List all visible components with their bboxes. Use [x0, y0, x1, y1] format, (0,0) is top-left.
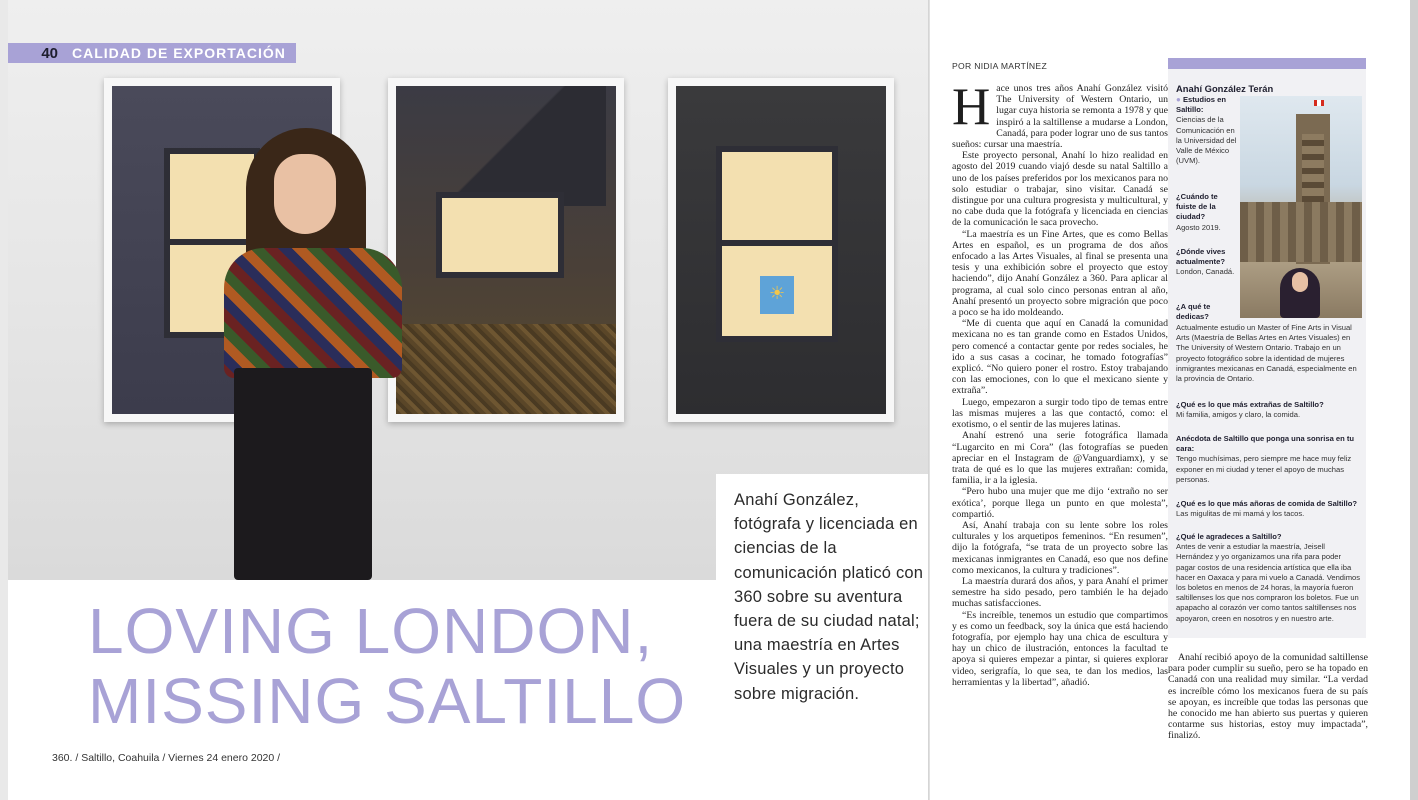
qa-food: ¿Qué es lo que más añoras de comida de Saltillo? Las migulitas de mi mamá y los tacos. — [1176, 499, 1358, 519]
qa-occupation-answer: Actualmente estudio un Master of Fine Arts in Visual Arts (Maestría de Bellas Artes en Artes Visuales) en The University of Western Ontario. Trabajo en un proyecto fotográfico sobre la identidad de mujeres inmigrantes mexicanas en Canadá, especialmente en la provincia de Ontario. — [1176, 323, 1357, 384]
print-frame-2 — [388, 78, 624, 422]
qa-where-live: ¿Dónde vives actualmente? London, Canadá. — [1176, 247, 1235, 277]
paragraph-10: “Es increíble, tenemos un estudio que compartimos y es como un feedback, soy la única que está haciendo fotografía, por ejemplo hay una chica de escultura y hay un chico de ilustración, entonces la facultad te apoya si quieres empezar a pintar, si quieres explorar video, serigrafía, lo que sea, te dan los medios, las herramientas y la libertad”, añadió. — [952, 609, 1168, 688]
print-frame-3 — [668, 78, 894, 422]
paragraph-7: “Pero hubo una mujer que me dijo ‘extraño no ser exótica’, porque llega un punto en que molesta”, compartió. — [952, 486, 1168, 520]
article-closing — [1168, 652, 1368, 742]
print-house-night — [396, 86, 616, 414]
section-title: CALIDAD DE EXPORTACIÓN — [72, 45, 286, 61]
drop-cap: H — [952, 78, 991, 136]
canada-flag — [1314, 100, 1324, 106]
article-body — [952, 78, 1168, 688]
university-building — [1240, 202, 1362, 262]
byline: POR NIDIA MARTÍNEZ — [952, 61, 1048, 71]
headline-line-2: MISSING SALTILLO — [88, 665, 687, 737]
paragraph-3: “La maestría es un Fine Artes, que es como Bellas Artes en español, es un programa de dos años enfocado a las Artes Visuales, al final se presenta una tesis y una exhibición sobre el proyecto que estoy haciendo”, dijo Anahí González a 360. Para aplicar al programa, al cual solo cinco personas entran al año, Anahí presentó un proyecto sobre migración que poco a poco se ha ido moldeando. — [952, 228, 1168, 319]
fallen-leaves — [396, 324, 616, 414]
page-edge — [1410, 0, 1418, 800]
folio: 360. / Saltillo, Coahuila / Viernes 24 enero 2020 / — [52, 752, 281, 764]
paragraph-6: Anahí estrenó una serie fotográfica llamada “Lugarcito en mi Cora” (las fotografías se pueden apreciar en el Instagram de @Vanguardiamx), y se trata de qué es lo que las mujeres extrañan: comida, familia, ir a la iglesia. — [952, 430, 1168, 487]
qa-anecdote: Anécdota de Saltillo que ponga una sonrisa en tu cara: Tengo muchísimas, pero siempre me hace muy feliz exponer en mi ciudad y tener el apoyo de muchas personas. — [1176, 434, 1355, 484]
house-window — [436, 192, 564, 278]
qa-studies: ● Estudios en Saltillo: Ciencias de la Comunicación en la Universidad del Valle de México (UVM). — [1176, 95, 1237, 166]
profile-name: Anahí González Terán — [1176, 83, 1274, 94]
qa-occupation-question: ¿A qué te dedicas? — [1176, 302, 1211, 322]
bullet-icon: ● — [1176, 95, 1181, 104]
paragraph-9: La maestría durará dos años, y para Anahí el primer semestre ha sido pesado, pero también le ha dejado muchas satisfacciones. — [952, 575, 1168, 610]
right-page — [930, 0, 1410, 800]
page-number: 40 — [41, 44, 58, 62]
headline-line-1: LOVING LONDON, — [88, 595, 654, 667]
print-window-art — [676, 86, 886, 414]
paragraph-2: Este proyecto personal, Anahí lo hizo realidad en agosto del 2019 cuando viajó desde su natal Saltillo a uno de los países preferidos por los mexicanos para no solo estudiar o trabajar, sino visitar. Canadá se distingue por una cultura progresista y multicultural, y no cabe duda que la fotógrafa y licenciada en ciencias de la comunicación le saca provecho. — [952, 150, 1168, 229]
paragraph-8: Así, Anahí trabaja con su lente sobre los roles culturales y los arquetipos femeninos. “En resumen”, dijo la fotógrafa, “se trata de un proyecto sobre las mexicanas inmigrantes en Canadá, eso que nos define como mexicanos, la cultura y tradiciones”. — [952, 519, 1168, 576]
sun-artwork — [760, 276, 794, 314]
university-photo — [1240, 96, 1362, 318]
paragraph-4: “Me di cuenta que aquí en Canadá la comunidad mexicana no es tan grande como en Estados Unidos, pero comencé a contactar gente por redes sociales, he ido a sus casas a cocinar, he tomado fotografías” explicó. “No quiero poner el rostro. Estoy trabajando con las emociones, con lo que el mexicano siente y extraña”. — [952, 318, 1168, 397]
paragraph-5: Luego, empezaron a surgir todo tipo de temas entre las mismas mujeres a las que contactó, como: el exotismo, o el sentir de las mujeres latinas. — [952, 396, 1168, 431]
paragraph-final: Anahí recibió apoyo de la comunidad saltillense para poder cumplir su sueño, pero se ha topado en Canadá con una realidad muy similar. “La verdad es increíble cómo los mexicanos fuera de su país se apoyan, es increíble que todas las personas que he conocido me han abierto sus puertas y quieren contarme sus historias, estoy muy impactada”, finalizó. — [1168, 652, 1368, 742]
sidebar-accent-bar — [1168, 58, 1366, 69]
dek-text: Anahí González, fotógrafa y licenciada en ciencias de la comunicación platicó con 360 sobre su aventura fuera de su ciudad natal; una maestría en Artes Visuales y un proyecto sobre migración. — [734, 491, 924, 703]
qa-when-left: ¿Cuándo te fuiste de la ciudad? Agosto 2019. — [1176, 192, 1221, 232]
anahi-portrait — [216, 128, 406, 580]
section-header — [8, 43, 296, 63]
qa-miss-most: ¿Qué es lo que más extrañas de Saltillo? Mi familia, amigos y claro, la comida. — [1176, 400, 1324, 420]
paragraph-1: Hace unos tres años Anahí González visitó The University of Western Ontario, un lugar cuya historia se remonta a 1978 y que inspiró a la saltillense a mudarse a London, Canadá, para poder lograr uno de sus tantos sueños: cursar una maestría. — [952, 78, 1168, 151]
profile-sidebar — [1168, 58, 1366, 638]
left-page — [8, 0, 930, 800]
headline — [88, 596, 728, 736]
qa-thanks: ¿Qué le agradeces a Saltillo? Antes de venir a estudiar la maestría, Jeisell Hernández y yo organizamos una rifa para poder pagar costos de una residencia artística que ella iba hacer en Oaxaca y para mi vuelo a Canadá. Vendimos los boletos en menos de 24 horas, la mayoría fueron saltillenses los que nos compraron los boletos. Fue un apapacho al corazón ver como tantos saltillenses nos apoyaron, creen en nosotros y en nuestro arte. — [1176, 532, 1361, 623]
